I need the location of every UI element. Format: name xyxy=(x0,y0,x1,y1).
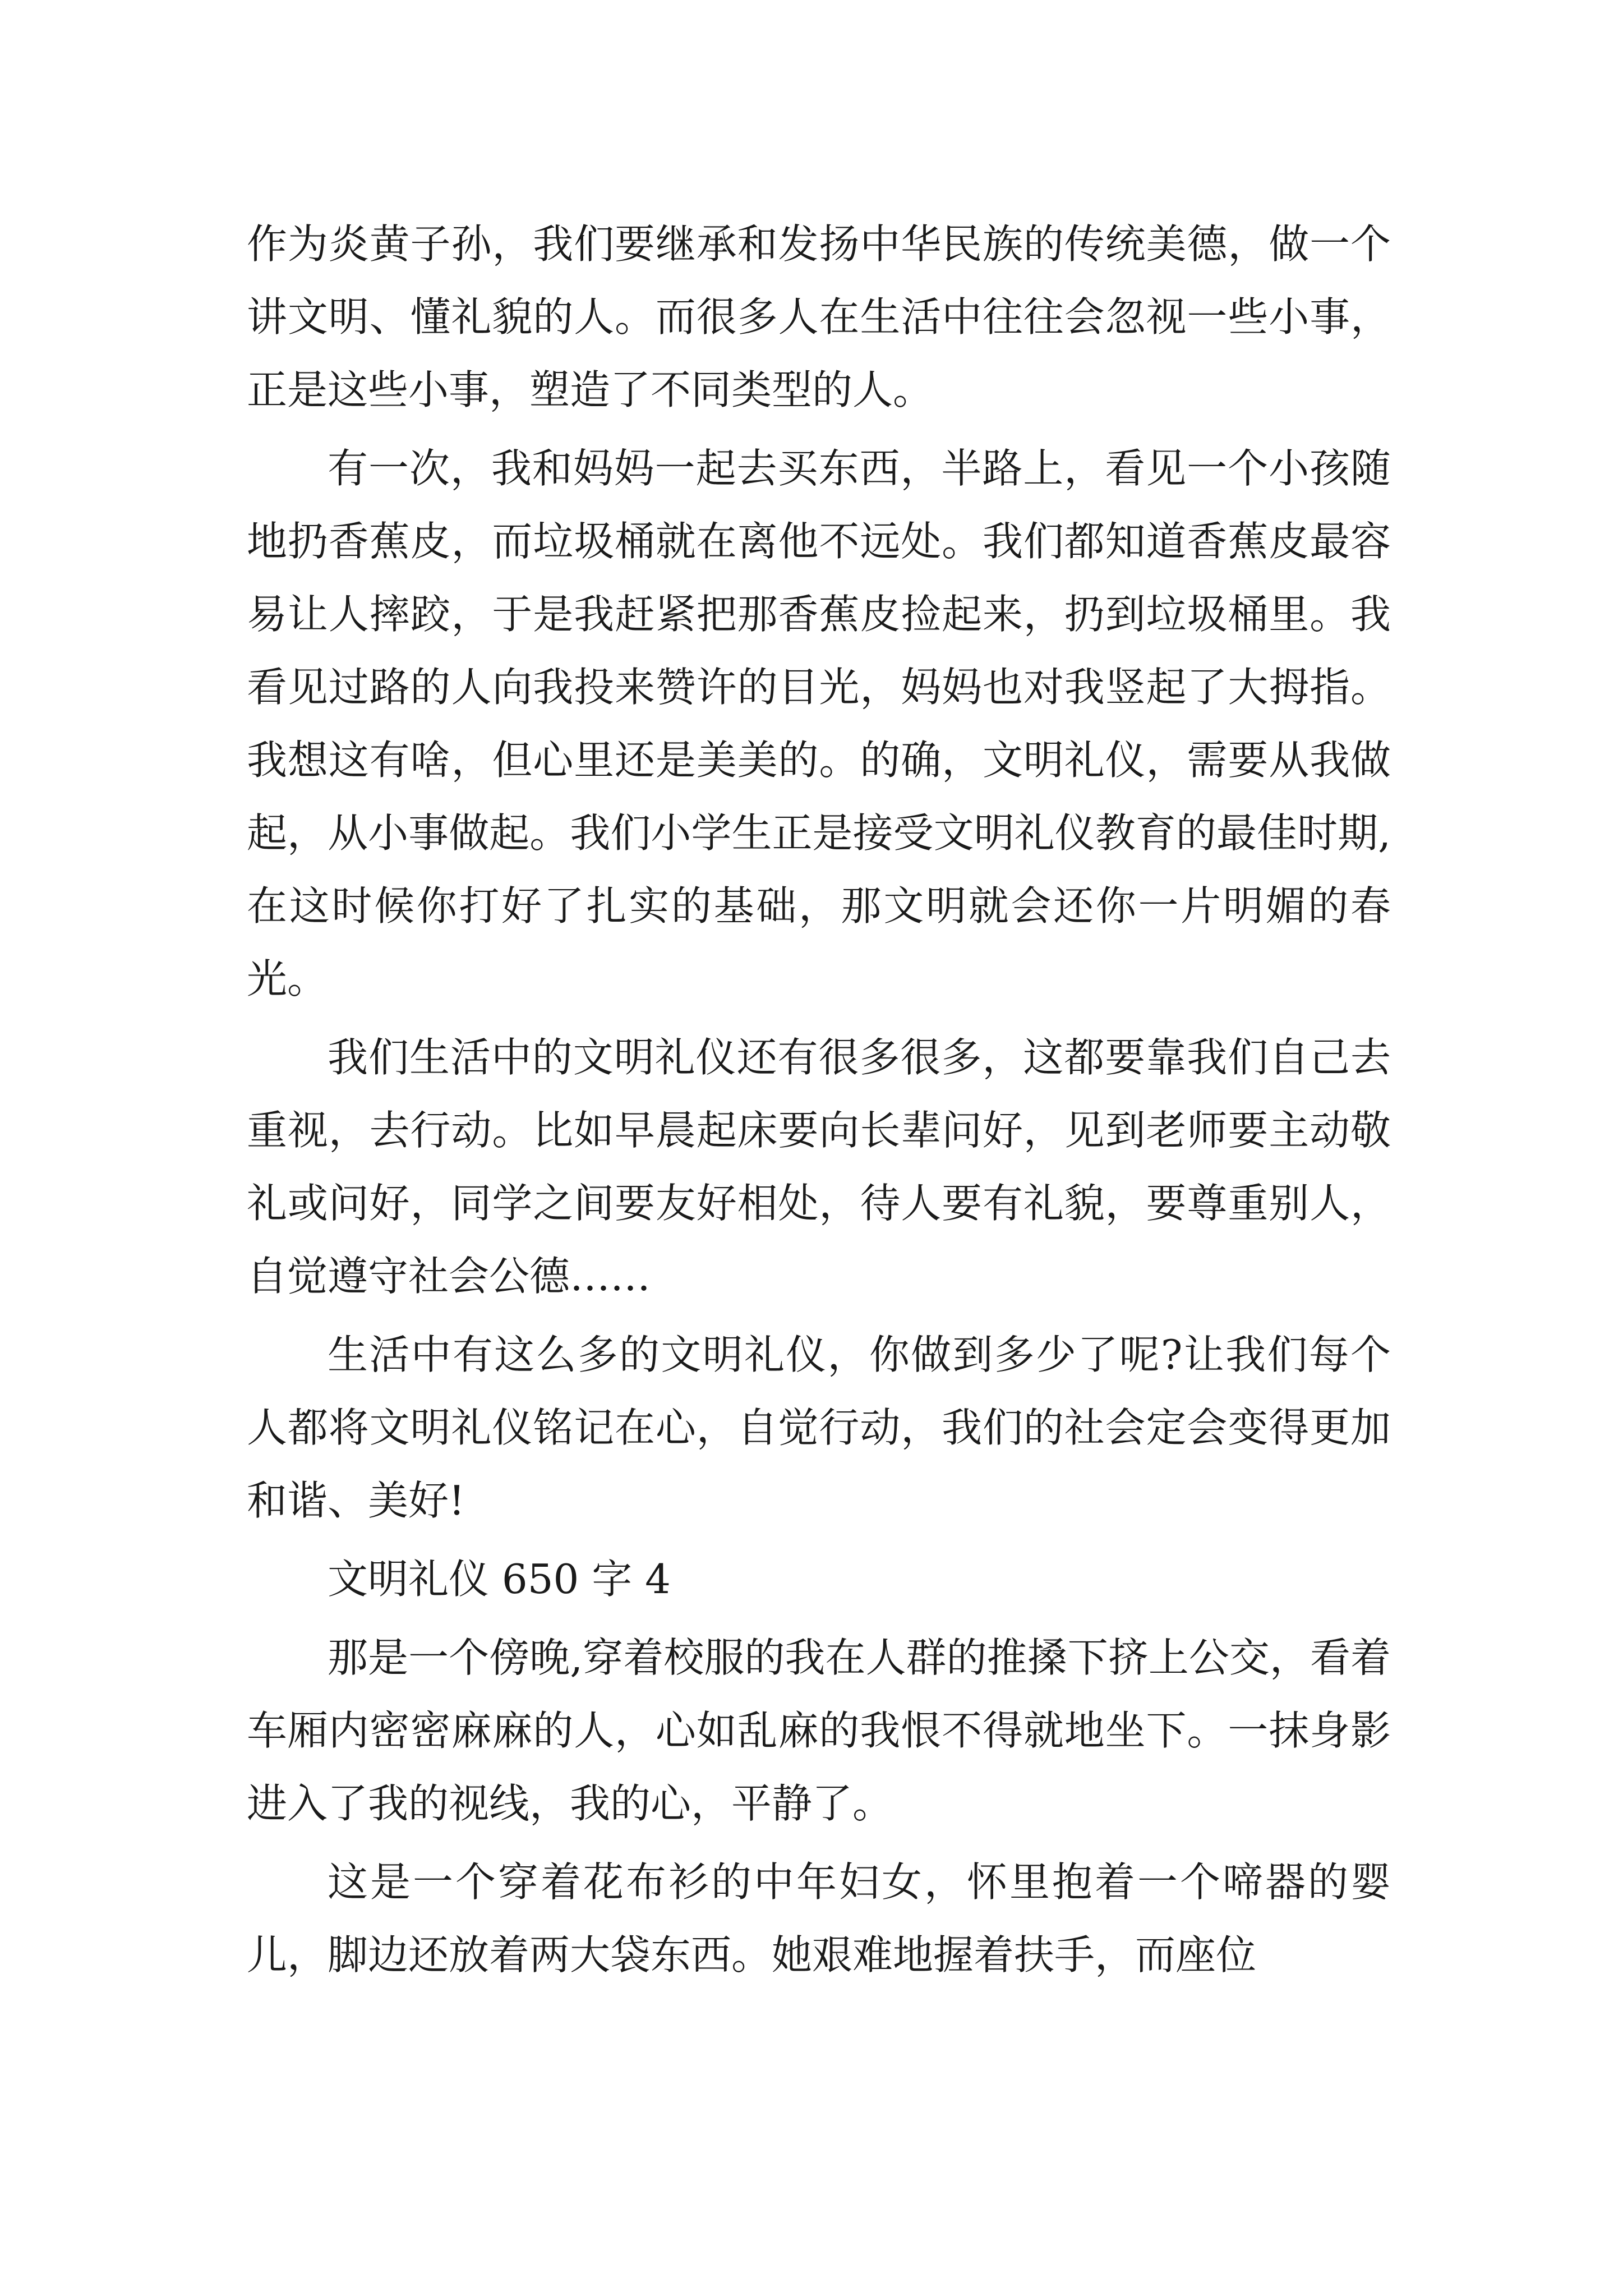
paragraph-4: 生活中有这么多的文明礼仪，你做到多少了呢?让我们每个人都将文明礼仪铭记在心，自觉行动，我们的社会定会变得更加和谐、美好! xyxy=(247,1331,1391,1524)
paragraph-1: 作为炎黄子孙，我们要继承和发扬中华民族的传统美德，做一个讲文明、懂礼貌的人。而很多人在生活中往往会忽视一些小事，正是这些小事，塑造了不同类型的人。 xyxy=(247,220,1391,413)
document-page xyxy=(247,208,1391,1997)
paragraph-6: 这是一个穿着花布衫的中年妇女，怀里抱着一个啼器的婴儿，脚边还放着两大袋东西。她艰难地握着扶手，而座位 xyxy=(247,1858,1391,1978)
paragraph-2: 有一次，我和妈妈一起去买东西，半路上，看见一个小孩随地扔香蕉皮，而垃圾桶就在离他不远处。我们都知道香蕉皮最容易让人摔跤，于是我赶紧把那香蕉皮捡起来，扔到垃圾桶里。我看见过路的人向我投来赞许的目光，妈妈也对我竖起了大拇指。我想这有啥，但心里还是美美的。的确，文明礼仪，需要从我做起，从小事做起。我们小学生正是接受文明礼仪教育的最佳时期,在这时候你打好了扎实的基础，那文明就会还你一片明媚的春光。 xyxy=(247,445,1391,1002)
paragraph-3: 我们生活中的文明礼仪还有很多很多，这都要靠我们自己去重视，去行动。比如早晨起床要向长辈问好，见到老师要主动敬礼或问好，同学之间要友好相处，待人要有礼貌，要尊重别人，自觉遵守社会公德…… xyxy=(247,1034,1391,1300)
paragraph-5: 那是一个傍晚,穿着校服的我在人群的推搡下挤上公交，看着车厢内密密麻麻的人，心如乱麻的我恨不得就地坐下。一抹身影进入了我的视线，我的心，平静了。 xyxy=(247,1634,1391,1827)
section-heading: 文明礼仪 650 字 4 xyxy=(328,1556,671,1603)
